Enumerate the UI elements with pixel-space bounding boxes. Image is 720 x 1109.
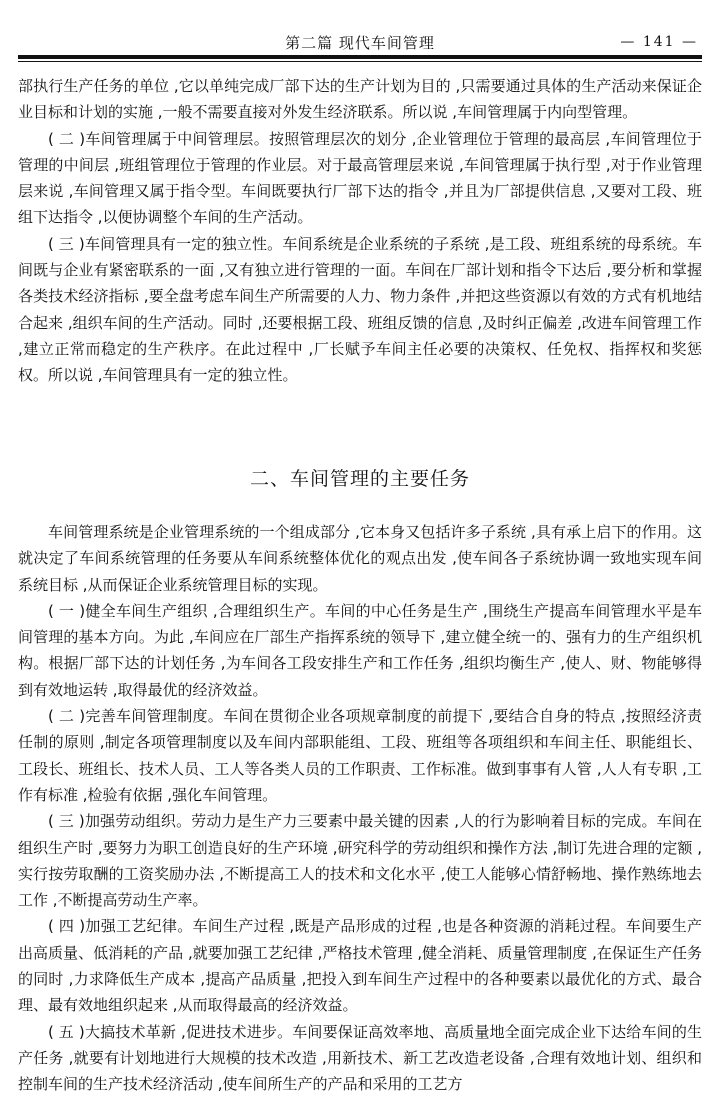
paragraph-task-innovation: ( 五 )大搞技术革新 ,促进技术进步。车间要保证高效率地、高质量地全面完成企业下达给车间的生产任务 ,就要有计划地进行大规模的技术改造 ,用新技术、新工艺改造老设备 ,合理有效地计划、组织和控制车间的生产技术经济活动 ,使车间所生产的产品和采用的工艺方 <box>18 1022 702 1094</box>
page-number: — 141 — <box>620 34 698 50</box>
paragraph-task-rules: ( 二 )完善车间管理制度。车间在贯彻企业各项规章制度的前提下 ,要结合自身的特点 ,按照经济责任制的原则 ,制定各项管理制度以及车间内部职能组、工段、班组等各项组织和车间主任、职能组长、工段长、班组长、技术人员、工人等各类人员的工作职责、工作标准。做到事事有人管 ,人人有专职 ,工作有标准 ,检验有依据 ,强化车间管理。 <box>18 707 702 804</box>
paragraph-continued: 部执行生产任务的单位 ,它以单纯完成厂部下达的生产计划为目的 ,只需要通过具体的生产活动来保证企业目标和计划的实施 ,一般不需要直接对外发生经济联系。所以说 ,车间管理属于内向型管理。 <box>18 77 702 122</box>
paragraph-task-labor: ( 三 )加强劳动组织。劳动力是生产力三要素中最关键的因素 ,人的行为影响着目标的完成。车间在组织生产时 ,要努力为职工创造良好的生产环境 ,研究科学的劳动组织和操作方法 ,制订先进合理的定额 ,实行按劳取酬的工资奖励办法 ,不断提高工人的技术和文化水平 ,使工人能够心情舒畅地、操作熟练地去工作 ,不断提高劳动生产率。 <box>18 812 702 910</box>
running-header <box>18 30 702 54</box>
paragraph-middle-management: ( 二 )车间管理属于中间管理层。按照管理层次的划分 ,企业管理位于管理的最高层 ,车间管理位于管理的中间层 ,班组管理位于管理的作业层。对于最高管理层来说 ,车间管理属于执行型 ,对于作业管理层来说 ,车间管理又属于指令型。车间既要执行厂部下达的指令 ,并且为厂部提供信息 ,又要对工段、班组下达指令 ,以便协调整个车间的生产活动。 <box>18 129 702 227</box>
paragraph-task-organization: ( 一 )健全车间生产组织 ,合理组织生产。车间的中心任务是生产 ,围绕生产提高车间管理水平是车间管理的基本方向。为此 ,车间应在厂部生产指挥系统的领导下 ,建立健全统一的、强有力的生产组织机构。根据厂部下达的计划任务 ,为车间各工段安排生产和工作任务 ,组织均衡生产 ,使人、财、物能够得到有效地运转 ,取得最优的经济效益。 <box>18 601 702 699</box>
paragraph-independence: ( 三 )车间管理具有一定的独立性。车间系统是企业系统的子系统 ,是工段、班组系统的母系统。车间既与企业有紧密联系的一面 ,又有独立进行管理的一面。车间在厂部计划和指令下达后 ,要分析和掌握各类技术经济指标 ,要全盘考虑车间生产所需要的人力、物力条件 ,并把这些资源以有效的方式有机地结合起来 ,组织车间的生产活动。同时 ,还要根据工段、班组反馈的信息 ,及时纠正偏差 ,改进车间管理工作 ,建立正常而稳定的生产秩序。在此过程中 ,厂长赋予车间主任必要的决策权、任免权、指挥权和奖惩权。所以说 ,车间管理具有一定的独立性。 <box>18 234 702 385</box>
chapter-title: 第二篇 现代车间管理 <box>285 34 435 52</box>
paragraph-task-process: ( 四 )加强工艺纪律。车间生产过程 ,既是产品形成的过程 ,也是各种资源的消耗过程。车间要生产出高质量、低消耗的产品 ,就要加强工艺纪律 ,严格技术管理 ,健全消耗、质量管理制度 ,在保证生产任务的同时 ,力求降低生产成本 ,提高产品质量 ,把投入到车间生产过程中的各种要素以最优化的方式、最合理、最有效地组织起来 ,从而取得最高的经济效益。 <box>18 917 702 1015</box>
section-two-body <box>18 519 702 1098</box>
header-rule-thick <box>18 55 702 59</box>
paragraph-intro: 车间管理系统是企业管理系统的一个组成部分 ,它本身又包括许多子系统 ,具有承上启下的作用。这就决定了车间系统管理的任务要从车间系统整体优化的观点出发 ,使车间各子系统协调一致地实现车间系统目标 ,从而保证企业系统管理目标的实现。 <box>18 523 702 594</box>
section-one-body <box>18 73 702 389</box>
section-heading: 二、车间管理的主要任务 <box>249 468 470 490</box>
header-rule-thin <box>18 61 702 62</box>
